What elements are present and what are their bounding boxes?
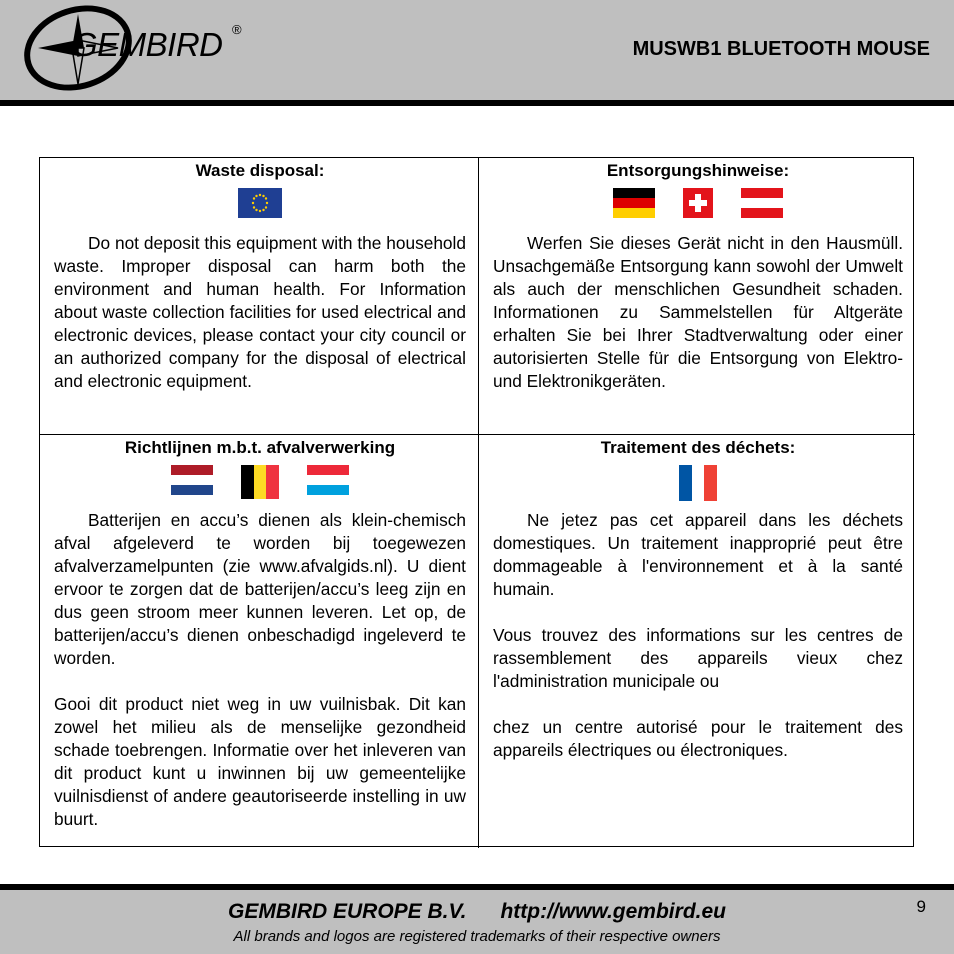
company-url[interactable]: http://www.gembird.eu [500, 900, 726, 923]
france-flag-icon [679, 465, 717, 501]
section-title: Traitement des déchets: [600, 438, 796, 457]
section-paragraph: chez un centre autorisé pour le traitement des appareils électriques ou électroniques. [493, 717, 903, 760]
waste-disposal-table [39, 157, 914, 847]
section-paragraph: Gooi dit product niet weg in uw vuilnisbak. Dit kan zowel het milieu als de menselijke gezondheid schade toebrengen. Informatie over het inleveren van dit product kunt u inwinnen bij uw gemeentelijke vuilnisdienst of andere geautoriseerde instelling in uw buurt. [54, 694, 466, 829]
trademark-note: All brands and logos are registered trademarks of their respective owners [233, 928, 721, 945]
germany-flag-icon [613, 188, 655, 218]
section-title: Waste disposal: [195, 161, 325, 180]
section-paragraph: Ne jetez pas cet appareil dans les déchets domestiques. Un traitement inapproprié peut être dommageable à l'environnement et à la santé humain. [493, 510, 903, 599]
brand-logotype: GEMBIRD [72, 26, 223, 63]
page-footer [0, 890, 954, 954]
netherlands-flag-icon [171, 465, 213, 495]
section-german [478, 158, 915, 434]
page-number: 9 [916, 897, 926, 916]
page-header [0, 0, 954, 100]
section-paragraph: Do not deposit this equipment with the household waste. Improper disposal can harm both the environment and human health. For Information about waste collection facilities for used electrical and electronic devices, please contact your city council or an authorized company for the disposal of electrical and electronic equipment. [54, 233, 466, 391]
flag-row [54, 188, 466, 220]
flag-row [493, 188, 903, 220]
section-english [40, 158, 478, 434]
registered-mark: ® [232, 22, 242, 37]
belgium-flag-icon [241, 465, 279, 499]
document-title: MUSWB1 BLUETOOTH MOUSE [632, 38, 930, 60]
eu-flag-icon [238, 188, 282, 218]
footer-company-line [0, 900, 954, 924]
section-dutch [40, 434, 478, 848]
luxembourg-flag-icon [307, 465, 349, 495]
flag-row [54, 465, 466, 497]
section-paragraph: Vous trouvez des informations sur les centres de rassemblement des appareils vieux chez l'administration municipale ou [493, 625, 903, 691]
austria-flag-icon [741, 188, 783, 218]
section-paragraph: Batterijen en accu’s dienen als klein-chemisch afval afgeleverd te worden bij toegewezen afvalverzamelpunten (zie www.afvalgids.nl). U dient ervoor te zorgen dat de batterijen/accu’s leeg zijn en dus geen stroom meer kunnen leveren. Let op, de batterijen/accu’s dienen onbeschadigd ingeleverd te worden. [54, 510, 466, 668]
section-french [478, 434, 915, 848]
section-paragraph: Werfen Sie dieses Gerät nicht in den Hausmüll. Unsachgemäße Entsorgung kann sowohl der Umwelt als auch der menschlichen Gesundheit schaden. Informationen zu Sammelstellen für Altgeräte erhalten Sie bei Ihrer Stadtverwaltung oder einer autorisierten Stelle für die Entsorgung von Elektro-und Elektronikgeräten. [493, 233, 903, 391]
section-title: Entsorgungshinweise: [606, 161, 790, 180]
header-divider [0, 100, 954, 106]
company-name: GEMBIRD EUROPE B.V. [228, 900, 467, 923]
section-title: Richtlijnen m.b.t. afvalverwerking [124, 438, 396, 457]
switzerland-flag-icon [683, 188, 713, 218]
flag-row [493, 465, 903, 497]
